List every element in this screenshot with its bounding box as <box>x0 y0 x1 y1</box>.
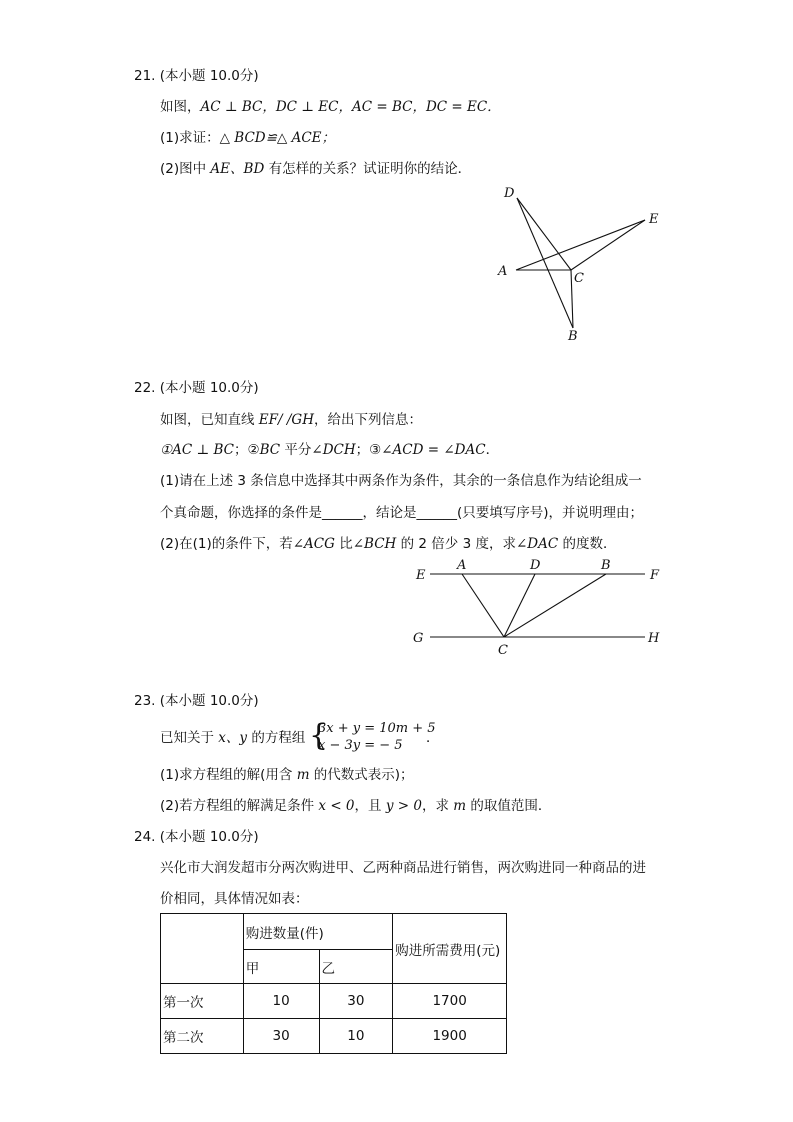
q23-p2-m1: x < 0 <box>318 798 355 814</box>
q22-label-f: F <box>650 568 660 583</box>
table-header-jia: 甲 <box>243 950 319 984</box>
q21-label-e: E <box>649 212 659 227</box>
q22-stmt-math: EF/ /GH <box>258 412 314 428</box>
q21-segment-ae <box>516 220 645 270</box>
table-row-label: 第一次 <box>161 984 244 1019</box>
q21-segment-cb <box>571 270 573 328</box>
q22-info-sep2: ；③ <box>355 442 382 458</box>
table-cell-yi: 10 <box>319 1019 393 1054</box>
q23-part1 <box>160 766 414 784</box>
q22-p2-m3: ∠DAC <box>515 536 559 552</box>
q21-label-d: D <box>504 186 515 201</box>
q21-part2 <box>160 160 471 178</box>
table-cell-cost: 1700 <box>393 984 507 1019</box>
table-cell-jia: 10 <box>243 984 319 1019</box>
q22-info-2b: 平分 <box>280 442 312 458</box>
q22-p2-m2: ∠BCH <box>352 536 397 552</box>
q22-header: 22. (本小题 10.0分) <box>134 380 259 396</box>
q23-stmt-vars: x、y <box>218 730 248 746</box>
q21-statement <box>160 98 501 116</box>
q23-p2-b: ，且 <box>354 798 386 814</box>
q22-info-2c: ∠DCH <box>311 442 356 458</box>
q23-p1-m: m <box>296 767 310 783</box>
table-header-cost: 购进所需费用(元) <box>393 914 507 984</box>
q22-info-end: ． <box>485 442 500 458</box>
q22-info-sep1: ；② <box>233 442 260 458</box>
table-cell-yi: 30 <box>319 984 393 1019</box>
q22-label-a: A <box>457 558 467 573</box>
q22-part1-line2: 个真命题，你选择的条件是______，结论是______(只要填写序号)，并说明理由； <box>160 505 644 521</box>
q22-info <box>160 441 499 459</box>
q21-part1 <box>160 129 335 147</box>
q22-label-g: G <box>413 631 424 646</box>
q22-info-3: ∠ACD = ∠DAC <box>381 442 486 458</box>
q22-label-d: D <box>530 558 541 573</box>
q22-p2-c: 的 2 倍少 3 度，求 <box>396 536 516 552</box>
q24-line1: 兴化市大润发超市分两次购进甲、乙两种商品进行销售，两次购进同一种商品的进 <box>160 860 646 876</box>
q22-label-c: C <box>498 643 508 658</box>
q23-p2-d: 的取值范围． <box>466 798 552 814</box>
table-row <box>161 1019 507 1054</box>
q23-part2 <box>160 797 551 815</box>
q21-label-c: C <box>574 271 584 286</box>
q24-line2: 价相同，具体情况如表： <box>160 891 309 907</box>
table-corner-cell <box>161 914 244 984</box>
q23-equation-2: x − 3y = − 5 <box>318 738 403 753</box>
q21-stmt-prefix: 如图， <box>160 99 201 115</box>
q23-stmt-end: ． <box>426 730 440 746</box>
q22-label-b: B <box>601 558 611 573</box>
q22-part1-line1: (1)请在上述 3 条信息中选择其中两条作为条件，其余的一条信息作为结论组成一 <box>160 473 642 489</box>
q21-p1-prefix: (1)求证： <box>160 130 220 146</box>
q22-p2-a: (2)在(1)的条件下，若 <box>160 536 293 552</box>
q23-stmt-prefix: 已知关于 <box>160 730 219 746</box>
q21-segment-db <box>517 198 573 328</box>
q22-p2-m1: ∠ACG <box>292 536 335 552</box>
q23-header: 23. (本小题 10.0分) <box>134 693 259 709</box>
q23-statement <box>160 729 305 747</box>
table-cell-cost: 1900 <box>393 1019 507 1054</box>
q23-p2-m3: m <box>453 798 467 814</box>
q22-figure <box>405 552 670 662</box>
q22-statement <box>160 411 422 429</box>
q24-purchase-table <box>160 913 507 1054</box>
q22-p2-d: 的度数． <box>558 536 617 552</box>
q22-segment-ac <box>462 574 504 637</box>
q23-stmt-mid: 的方程组 <box>247 730 306 746</box>
q22-label-h: H <box>648 631 660 646</box>
q22-stmt-prefix: 如图，已知直线 <box>160 412 259 428</box>
q22-part2 <box>160 535 616 553</box>
q22-p2-b: 比 <box>334 536 353 552</box>
table-row <box>161 984 507 1019</box>
table-cell-jia: 30 <box>243 1019 319 1054</box>
q21-figure <box>490 180 670 345</box>
table-header-qty: 购进数量(件) <box>243 914 393 950</box>
q23-system-brace: { <box>309 718 329 753</box>
table-row <box>161 914 507 950</box>
q23-p2-a: (2)若方程组的解满足条件 <box>160 798 319 814</box>
q21-header: 21. (本小题 10.0分) <box>134 68 259 84</box>
q22-info-1: ①AC ⊥ BC <box>160 442 234 458</box>
q21-p2-math: AE、BD <box>210 161 265 177</box>
q23-p1-a: (1)求方程组的解(用含 <box>160 767 297 783</box>
q23-equation-1: 3x + y = 10m + 5 <box>318 721 436 736</box>
q21-segment-ce <box>571 220 645 270</box>
q21-label-b: B <box>568 329 578 344</box>
q21-p1-math: △ BCD≌△ ACE； <box>219 130 336 146</box>
q21-p2-suffix: 有怎样的关系？试证明你的结论． <box>264 161 472 177</box>
q22-stmt-suffix: ，给出下列信息： <box>313 412 422 428</box>
q21-stmt-math: AC ⊥ BC，DC ⊥ EC，AC = BC，DC = EC． <box>200 99 501 115</box>
q23-p2-m2: y > 0 <box>385 798 422 814</box>
q22-label-e: E <box>416 568 426 583</box>
q21-p2-prefix: (2)图中 <box>160 161 211 177</box>
q24-header: 24. (本小题 10.0分) <box>134 829 259 845</box>
table-row-label: 第二次 <box>161 1019 244 1054</box>
q23-p2-c: ，求 <box>421 798 454 814</box>
q22-info-2: BC <box>259 442 281 458</box>
table-header-yi: 乙 <box>319 950 393 984</box>
q21-label-a: A <box>498 264 508 279</box>
q23-p1-b: 的代数式表示)； <box>309 767 414 783</box>
